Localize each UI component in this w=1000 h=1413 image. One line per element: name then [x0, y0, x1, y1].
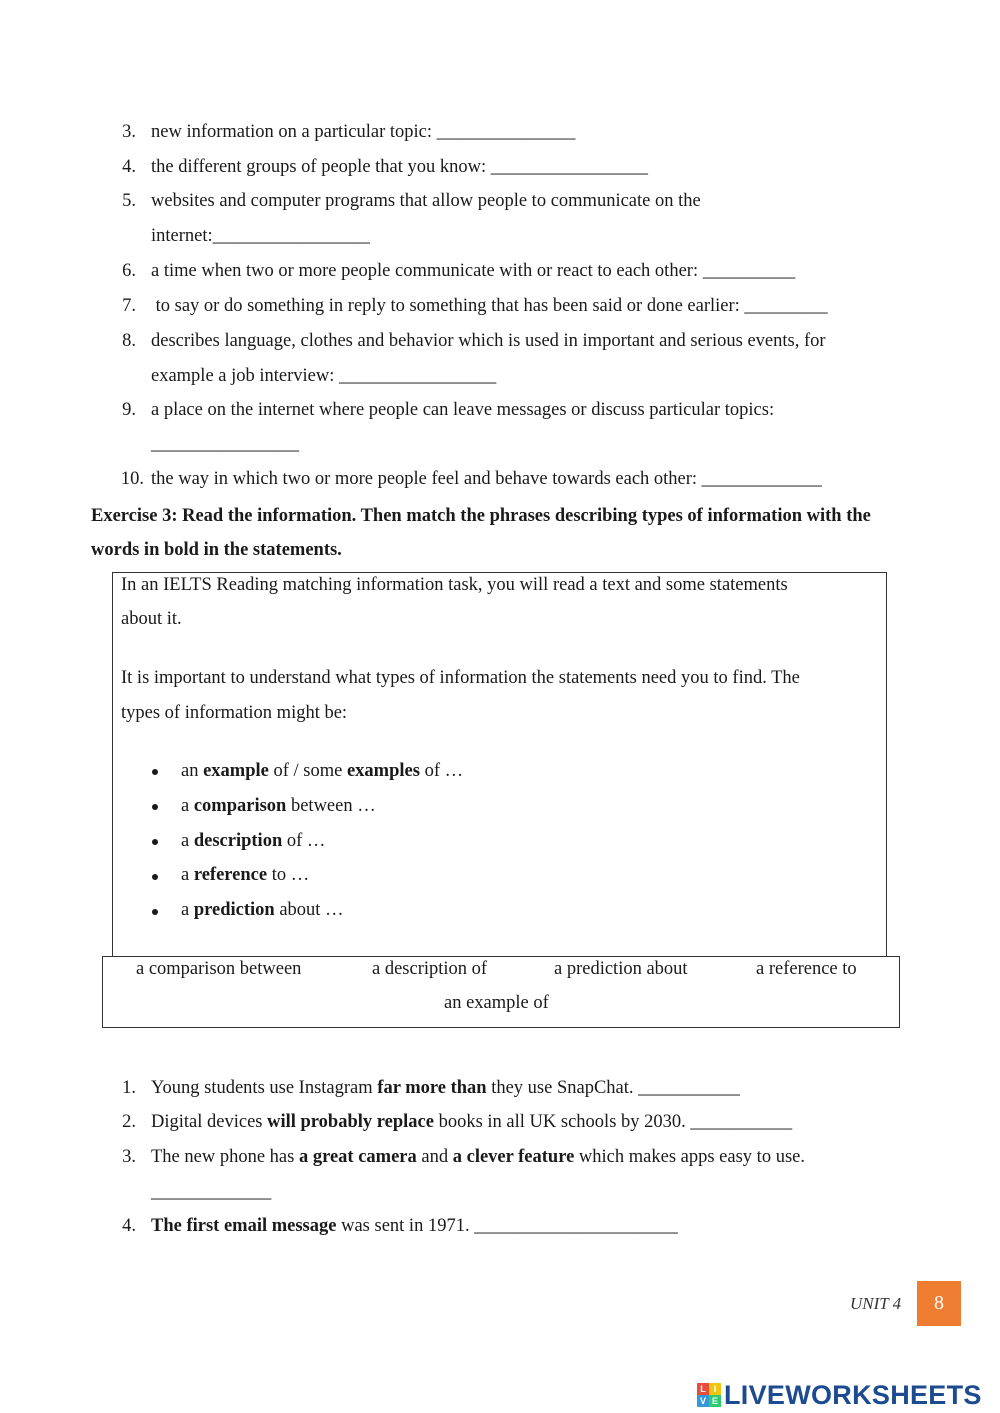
vocab-item-6: a time when two or more people communicate with or react to each other: __________ [151, 261, 796, 281]
vocab-item-8-line1: describes language, clothes and behavior which is used in important and serious events, for [151, 331, 826, 351]
item-number: 6. [122, 261, 136, 281]
bullet-prediction: a prediction about … [181, 900, 344, 920]
vocab-item-4: the different groups of people that you know: _________________ [151, 157, 649, 177]
item-number: 4. [122, 1216, 136, 1236]
statement-3: The new phone has a great camera and a clever feature which makes apps easy to use. [151, 1147, 805, 1167]
item-number: 3. [122, 122, 136, 142]
statement-1: Young students use Instagram far more than they use SnapChat. ___________ [151, 1078, 740, 1098]
vocab-item-5-line2: internet:_________________ [151, 226, 370, 246]
word-bank-option[interactable]: a prediction about [554, 959, 688, 979]
unit-label: UNIT 4 [850, 1294, 902, 1313]
info-p1-line2: about it. [121, 609, 182, 629]
item-number: 1. [122, 1078, 136, 1098]
liveworksheets-logo-icon: L I V E [697, 1383, 721, 1407]
exercise-3-title-line1: Exercise 3: Read the information. Then match the phrases describing types of information with the [91, 506, 871, 526]
exercise-3-title-line2: words in bold in the statements. [91, 540, 342, 560]
item-number: 3. [122, 1147, 136, 1167]
statement-3-blank[interactable]: _____________ [151, 1182, 272, 1202]
item-number: 10. [120, 469, 144, 489]
item-number: 2. [122, 1112, 136, 1132]
word-bank-option[interactable]: a reference to [756, 959, 857, 979]
info-p1-line1: In an IELTS Reading matching information task, you will read a text and some statements [121, 575, 788, 595]
bullet-comparison: a comparison between … [181, 796, 376, 816]
item-number: 4. [122, 157, 136, 177]
bullet-reference: a reference to … [181, 865, 310, 885]
bullet-icon [152, 839, 158, 845]
page-number: 8 [917, 1281, 961, 1326]
vocab-item-5-line1: websites and computer programs that allow people to communicate on the [151, 191, 701, 211]
statement-2: Digital devices will probably replace books in all UK schools by 2030. ___________ [151, 1112, 793, 1132]
bullet-icon [152, 909, 158, 915]
item-number: 8. [122, 331, 136, 351]
item-number: 7. [122, 296, 136, 316]
vocab-item-8-line2: example a job interview: _________________ [151, 366, 497, 386]
bullet-description: a description of … [181, 831, 326, 851]
vocab-item-9-line2: ________________ [151, 434, 299, 454]
bullet-icon [152, 769, 158, 775]
vocab-item-7: to say or do something in reply to something that has been said or done earlier: _________ [151, 296, 828, 316]
info-p2-line2: types of information might be: [121, 703, 348, 723]
word-bank-option[interactable]: a description of [372, 959, 488, 979]
item-number: 9. [122, 400, 136, 420]
item-number: 5. [122, 191, 136, 211]
bullet-icon [152, 874, 158, 880]
bullet-example: an example of / some examples of … [181, 761, 464, 781]
vocab-item-3: new information on a particular topic: _______________ [151, 122, 576, 142]
liveworksheets-logo [697, 1378, 982, 1412]
statement-4: The first email message was sent in 1971. ______________________ [151, 1216, 678, 1236]
word-bank-option[interactable]: an example of [444, 993, 549, 1013]
vocab-item-9-line1: a place on the internet where people can leave messages or discuss particular topics: [151, 400, 775, 420]
info-p2-line1: It is important to understand what types of information the statements need you to find. The [121, 668, 800, 688]
liveworksheets-logo-text: LIVEWORKSHEETS [724, 1379, 982, 1410]
word-bank-option[interactable]: a comparison between [136, 959, 302, 979]
vocab-item-10: the way in which two or more people feel and behave towards each other: _____________ [151, 469, 822, 489]
bullet-icon [152, 804, 158, 810]
